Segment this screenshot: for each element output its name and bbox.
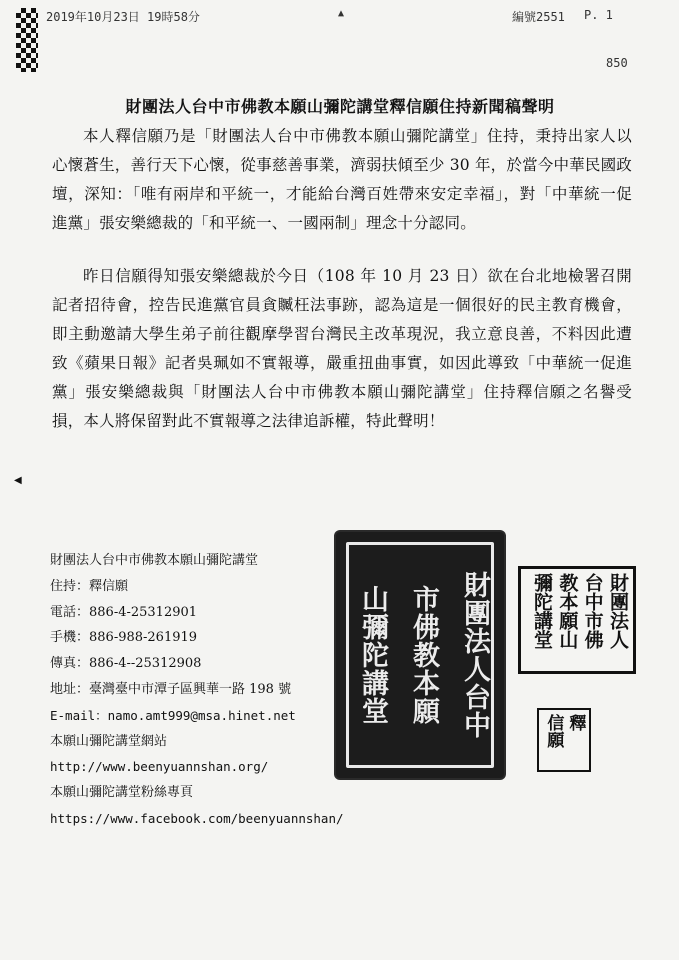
address-line: 地址：臺灣臺中市潭子區興華一路 198 號 xyxy=(50,681,292,697)
seal-column: 信願 xyxy=(543,714,564,748)
seal-column: 山彌陀講堂 xyxy=(357,585,388,725)
seal-column: 台中市佛 xyxy=(581,573,604,649)
abbot-line: 住持：釋信願 xyxy=(50,578,129,594)
seal-column: 財團法人 xyxy=(606,573,629,649)
fax-serial: 850 xyxy=(606,56,628,70)
fax-datetime: 2019年10月23日 19時58分 xyxy=(46,10,200,24)
org-name: 財團法人台中市佛教本願山彌陀講堂 xyxy=(50,553,259,568)
abbot-personal-seal xyxy=(537,708,591,772)
fax-triangle-icon: ▲ xyxy=(338,8,345,19)
contact-block xyxy=(50,548,344,832)
website-url[interactable]: http://www.beenyuannshan.org/ xyxy=(50,759,269,775)
fax-header xyxy=(46,8,659,26)
seal-column: 教本願山 xyxy=(556,573,579,649)
fax-doc-id: 編號2551 xyxy=(512,10,565,24)
temple-name-seal xyxy=(518,566,636,674)
seal-column: 市佛教本願 xyxy=(408,585,439,725)
facebook-label: 本願山彌陀講堂粉絲專頁 xyxy=(50,785,194,801)
left-arrow-icon: ◀ xyxy=(14,475,22,486)
fax-line: 傳真：886-4--25312908 xyxy=(50,656,202,672)
statement-paragraph-1: 本人釋信願乃是「財團法人台中市佛教本願山彌陀講堂」住持，秉持出家人以心懷蒼生，善行天下心懷，從事慈善事業，濟弱扶傾至少 30 年，於當今中華民國政壇，深知：「唯有兩岸和平統一，才能給台灣百姓帶來安定幸福」，對「中華統一促進黨」張安樂總裁的「和平統一、一國兩制」理念十分認同。 xyxy=(52,127,632,232)
statement-paragraph-2: 昨日信願得知張安樂總裁於今日（108 年 10 月 23 日）欲在台北地檢署召開記者招待會，控告民進黨官員貪贓枉法事跡，認為這是一個很好的民主教育機會，即主動邀請大學生弟子前往觀摩學習台灣民主改革現況，我立意良善，不料因此遭致《蘋果日報》記者吳珮如不實報導，嚴重扭曲事實，如因此導致「中華統一促進黨」張安樂總裁與「財團法人台中市佛教本願山彌陀講堂」住持釋信願之名譽受損，本人將保留對此不實報導之法律追訴權，特此聲明！ xyxy=(52,267,632,430)
document-title: 財團法人台中市佛教本願山彌陀講堂釋信願住持新聞稿聲明 xyxy=(125,97,555,116)
seal-column: 財團法人台中 xyxy=(459,571,490,739)
website-label: 本願山彌陀講堂網站 xyxy=(50,733,168,749)
large-temple-seal xyxy=(336,532,504,778)
fax-registration-pattern xyxy=(16,8,38,72)
email-line: E-mail：namo.amt999@msa.hinet.net xyxy=(50,707,296,723)
seal-column: 釋 xyxy=(565,714,586,731)
phone-line: 電話：886-4-25312901 xyxy=(50,604,198,620)
seal-column: 彌陀講堂 xyxy=(531,573,553,649)
mobile-line: 手機：886-988-261919 xyxy=(50,630,198,646)
fax-page-number: P. 1 xyxy=(584,8,613,22)
facebook-url[interactable]: https://www.facebook.com/beenyuannshan/ xyxy=(50,810,344,826)
